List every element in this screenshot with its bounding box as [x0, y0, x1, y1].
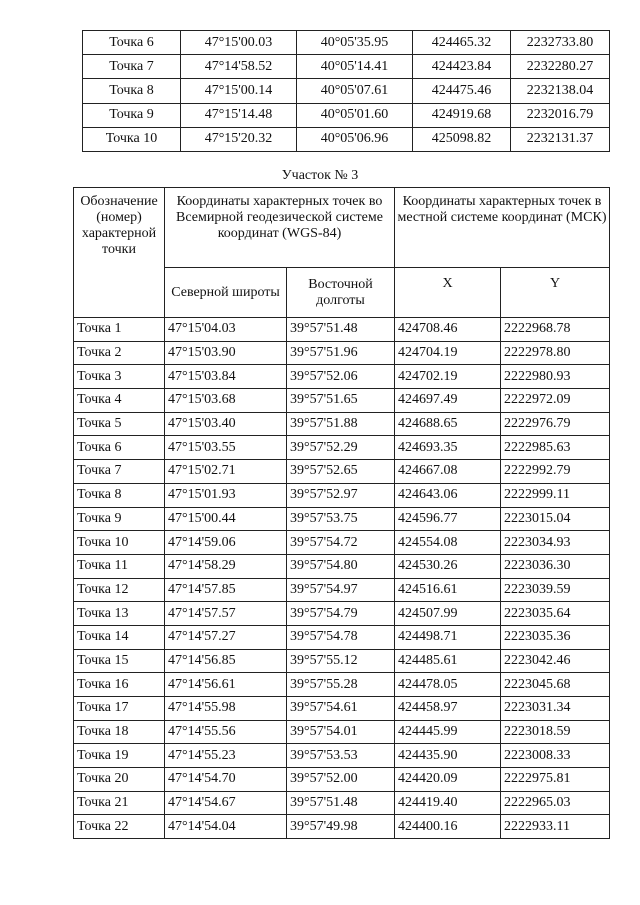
latitude-cell: 47°14'58.52	[181, 55, 297, 79]
point-name-cell: Точка 3	[74, 365, 165, 389]
latitude-cell: 47°14'55.98	[165, 697, 287, 721]
table-row	[74, 531, 610, 555]
point-name-cell: Точка 12	[74, 578, 165, 602]
x-cell: 424435.90	[395, 744, 501, 768]
table-row	[83, 55, 610, 79]
table-row	[74, 436, 610, 460]
latitude-cell: 47°15'01.93	[165, 483, 287, 507]
point-name-cell: Точка 10	[83, 127, 181, 151]
y-cell: 2222972.09	[501, 389, 610, 413]
x-cell: 424478.05	[395, 673, 501, 697]
x-cell: 424530.26	[395, 554, 501, 578]
latitude-cell: 47°15'02.71	[165, 460, 287, 484]
x-cell: 424458.97	[395, 697, 501, 721]
y-cell: 2222999.11	[501, 483, 610, 507]
table-row	[74, 602, 610, 626]
table-row	[74, 673, 610, 697]
longitude-cell: 39°57'53.53	[287, 744, 395, 768]
table-row	[74, 791, 610, 815]
y-cell: 2232280.27	[511, 55, 610, 79]
y-cell: 2222975.81	[501, 768, 610, 792]
latitude-cell: 47°15'00.14	[181, 79, 297, 103]
table-header	[74, 188, 610, 318]
x-cell: 424516.61	[395, 578, 501, 602]
table-row	[74, 460, 610, 484]
table-body	[74, 318, 610, 839]
table-row	[74, 389, 610, 413]
table-row	[74, 554, 610, 578]
x-cell: 424400.16	[395, 815, 501, 839]
longitude-cell: 39°57'51.88	[287, 412, 395, 436]
point-name-cell: Точка 6	[74, 436, 165, 460]
header-x: X	[395, 268, 501, 318]
point-name-cell: Точка 14	[74, 625, 165, 649]
y-cell: 2222933.11	[501, 815, 610, 839]
x-cell: 424693.35	[395, 436, 501, 460]
longitude-cell: 39°57'52.00	[287, 768, 395, 792]
x-cell: 424498.71	[395, 625, 501, 649]
longitude-cell: 40°05'07.61	[297, 79, 413, 103]
header-msk-group: Координаты характерных точек в местной системе координат (МСК)	[395, 188, 610, 268]
table-row	[83, 127, 610, 151]
y-cell: 2232131.37	[511, 127, 610, 151]
latitude-cell: 47°15'03.84	[165, 365, 287, 389]
longitude-cell: 40°05'35.95	[297, 31, 413, 55]
longitude-cell: 39°57'52.65	[287, 460, 395, 484]
y-cell: 2223018.59	[501, 720, 610, 744]
longitude-cell: 39°57'54.72	[287, 531, 395, 555]
x-cell: 424702.19	[395, 365, 501, 389]
x-cell: 424554.08	[395, 531, 501, 555]
previous-parcel-table-body	[83, 31, 610, 152]
latitude-cell: 47°15'14.48	[181, 103, 297, 127]
y-cell: 2222976.79	[501, 412, 610, 436]
table-row	[74, 341, 610, 365]
latitude-cell: 47°15'03.55	[165, 436, 287, 460]
latitude-cell: 47°14'59.06	[165, 531, 287, 555]
latitude-cell: 47°15'03.40	[165, 412, 287, 436]
point-name-cell: Точка 19	[74, 744, 165, 768]
longitude-cell: 40°05'01.60	[297, 103, 413, 127]
latitude-cell: 47°14'54.04	[165, 815, 287, 839]
longitude-cell: 39°57'54.01	[287, 720, 395, 744]
longitude-cell: 39°57'54.80	[287, 554, 395, 578]
y-cell: 2222985.63	[501, 436, 610, 460]
point-name-cell: Точка 7	[74, 460, 165, 484]
longitude-cell: 39°57'51.96	[287, 341, 395, 365]
table-row	[74, 318, 610, 342]
parcel-3-coordinates-table	[73, 187, 610, 839]
y-cell: 2223039.59	[501, 578, 610, 602]
point-name-cell: Точка 22	[74, 815, 165, 839]
x-cell: 424643.06	[395, 483, 501, 507]
x-cell: 424445.99	[395, 720, 501, 744]
x-cell: 424465.32	[413, 31, 511, 55]
point-name-cell: Точка 9	[83, 103, 181, 127]
latitude-cell: 47°15'03.68	[165, 389, 287, 413]
header-point-designation: Обозначение (номер) характерной точки	[74, 188, 165, 318]
latitude-cell: 47°15'00.44	[165, 507, 287, 531]
longitude-cell: 39°57'51.48	[287, 791, 395, 815]
y-cell: 2223008.33	[501, 744, 610, 768]
latitude-cell: 47°15'20.32	[181, 127, 297, 151]
y-cell: 2222965.03	[501, 791, 610, 815]
table-row	[74, 365, 610, 389]
x-cell: 424667.08	[395, 460, 501, 484]
latitude-cell: 47°15'03.90	[165, 341, 287, 365]
point-name-cell: Точка 7	[83, 55, 181, 79]
y-cell: 2222968.78	[501, 318, 610, 342]
longitude-cell: 39°57'54.78	[287, 625, 395, 649]
table-row	[74, 697, 610, 721]
x-cell: 424708.46	[395, 318, 501, 342]
header-north-latitude: Северной широты	[165, 268, 287, 318]
y-cell: 2222978.80	[501, 341, 610, 365]
table-row	[74, 720, 610, 744]
table-row	[74, 744, 610, 768]
point-name-cell: Точка 20	[74, 768, 165, 792]
y-cell: 2223015.04	[501, 507, 610, 531]
table-row	[74, 768, 610, 792]
point-name-cell: Точка 17	[74, 697, 165, 721]
point-name-cell: Точка 8	[83, 79, 181, 103]
x-cell: 424919.68	[413, 103, 511, 127]
table-row	[83, 103, 610, 127]
point-name-cell: Точка 18	[74, 720, 165, 744]
point-name-cell: Точка 15	[74, 649, 165, 673]
y-cell: 2223036.30	[501, 554, 610, 578]
y-cell: 2223034.93	[501, 531, 610, 555]
x-cell: 424419.40	[395, 791, 501, 815]
y-cell: 2222980.93	[501, 365, 610, 389]
point-name-cell: Точка 16	[74, 673, 165, 697]
x-cell: 424507.99	[395, 602, 501, 626]
point-name-cell: Точка 4	[74, 389, 165, 413]
y-cell: 2232138.04	[511, 79, 610, 103]
y-cell: 2223042.46	[501, 649, 610, 673]
longitude-cell: 39°57'54.79	[287, 602, 395, 626]
x-cell: 424475.46	[413, 79, 511, 103]
table-row	[83, 31, 610, 55]
x-cell: 424688.65	[395, 412, 501, 436]
latitude-cell: 47°14'55.23	[165, 744, 287, 768]
longitude-cell: 39°57'51.48	[287, 318, 395, 342]
x-cell: 424485.61	[395, 649, 501, 673]
latitude-cell: 47°14'54.70	[165, 768, 287, 792]
longitude-cell: 39°57'52.97	[287, 483, 395, 507]
x-cell: 424420.09	[395, 768, 501, 792]
x-cell: 424697.49	[395, 389, 501, 413]
latitude-cell: 47°14'57.27	[165, 625, 287, 649]
point-name-cell: Точка 13	[74, 602, 165, 626]
longitude-cell: 39°57'54.97	[287, 578, 395, 602]
latitude-cell: 47°14'54.67	[165, 791, 287, 815]
longitude-cell: 39°57'51.65	[287, 389, 395, 413]
header-east-longitude: Восточной долготы	[287, 268, 395, 318]
x-cell: 424596.77	[395, 507, 501, 531]
y-cell: 2232016.79	[511, 103, 610, 127]
point-name-cell: Точка 5	[74, 412, 165, 436]
point-name-cell: Точка 9	[74, 507, 165, 531]
y-cell: 2223035.36	[501, 625, 610, 649]
longitude-cell: 39°57'52.06	[287, 365, 395, 389]
point-name-cell: Точка 2	[74, 341, 165, 365]
y-cell: 2232733.80	[511, 31, 610, 55]
table-row	[74, 815, 610, 839]
x-cell: 424423.84	[413, 55, 511, 79]
longitude-cell: 39°57'55.12	[287, 649, 395, 673]
table-row	[74, 507, 610, 531]
longitude-cell: 39°57'55.28	[287, 673, 395, 697]
longitude-cell: 39°57'52.29	[287, 436, 395, 460]
point-name-cell: Точка 11	[74, 554, 165, 578]
y-cell: 2223045.68	[501, 673, 610, 697]
longitude-cell: 40°05'14.41	[297, 55, 413, 79]
x-cell: 425098.82	[413, 127, 511, 151]
table-row	[74, 483, 610, 507]
point-name-cell: Точка 21	[74, 791, 165, 815]
table-row	[74, 578, 610, 602]
x-cell: 424704.19	[395, 341, 501, 365]
latitude-cell: 47°15'04.03	[165, 318, 287, 342]
table-row	[74, 412, 610, 436]
y-cell: 2223035.64	[501, 602, 610, 626]
longitude-cell: 39°57'49.98	[287, 815, 395, 839]
latitude-cell: 47°14'56.61	[165, 673, 287, 697]
table-row	[74, 625, 610, 649]
point-name-cell: Точка 1	[74, 318, 165, 342]
section-title: Участок № 3	[281, 168, 359, 183]
header-y: Y	[501, 268, 610, 318]
longitude-cell: 39°57'53.75	[287, 507, 395, 531]
latitude-cell: 47°14'58.29	[165, 554, 287, 578]
point-name-cell: Точка 10	[74, 531, 165, 555]
latitude-cell: 47°14'57.85	[165, 578, 287, 602]
table-row	[83, 79, 610, 103]
point-name-cell: Точка 6	[83, 31, 181, 55]
table-row	[74, 649, 610, 673]
y-cell: 2222992.79	[501, 460, 610, 484]
longitude-cell: 40°05'06.96	[297, 127, 413, 151]
longitude-cell: 39°57'54.61	[287, 697, 395, 721]
header-wgs84-group: Координаты характерных точек во Всемирной геодезической системе координат (WGS-84)	[165, 188, 395, 268]
latitude-cell: 47°15'00.03	[181, 31, 297, 55]
point-name-cell: Точка 8	[74, 483, 165, 507]
previous-parcel-coordinates-table	[82, 30, 610, 152]
y-cell: 2223031.34	[501, 697, 610, 721]
latitude-cell: 47°14'55.56	[165, 720, 287, 744]
latitude-cell: 47°14'56.85	[165, 649, 287, 673]
latitude-cell: 47°14'57.57	[165, 602, 287, 626]
